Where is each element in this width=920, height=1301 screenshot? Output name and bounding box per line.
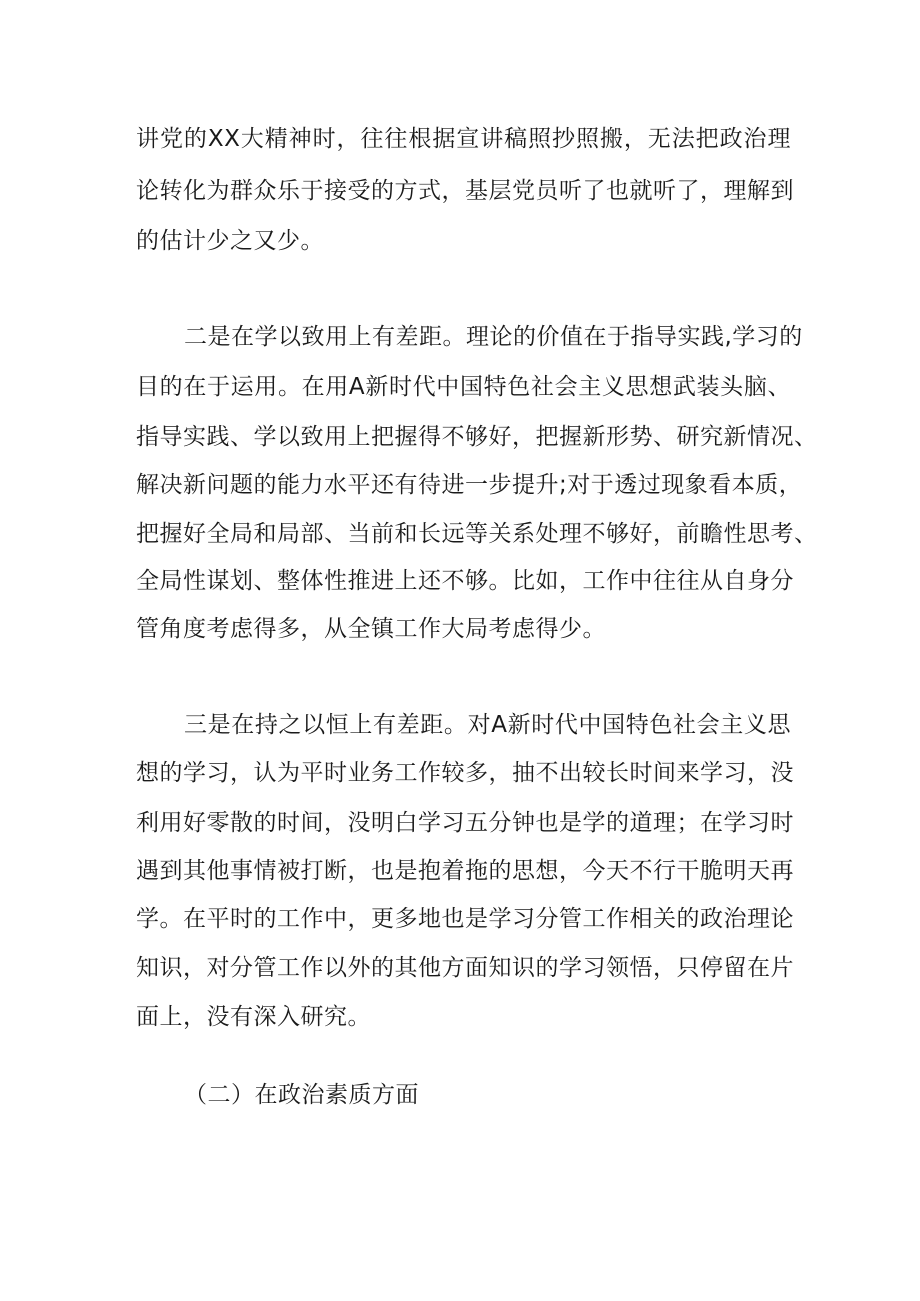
paragraph-2-line-3: 指导实践、学以致用上把握得不够好，把握新形势、研究新情况、 [136,424,818,450]
paragraph-3-line-4: 遇到其他事情被打断，也是抱着拖的思想，今天不行干脆明天再 [136,858,794,884]
paragraph-1-line-1: 讲党的XX大精神时，往往根据宣讲稿照抄照搬，无法把政治理 [136,126,791,152]
paragraph-2-line-4: 解决新问题的能力水平还有待进一步提升;对于透过现象看本质， [136,472,803,498]
paragraph-2-line-2: 目的在于运用。在用A新时代中国特色社会主义思想武装头脑、 [136,374,791,400]
paragraph-3-line-3: 利用好零散的时间，没明白学习五分钟也是学的道理；在学习时 [136,810,794,836]
paragraph-2-line-5: 把握好全局和局部、当前和长远等关系处理不够好，前瞻性思考、 [136,521,818,547]
paragraph-2-line-1: 二是在学以致用上有差距。理论的价值在于指导实践,学习的 [184,324,803,350]
paragraph-1-line-2: 论转化为群众乐于接受的方式，基层党员听了也就听了，理解到 [136,178,794,204]
paragraph-2-line-6: 全局性谋划、整体性推进上还不够。比如，工作中往往从自身分 [136,568,794,594]
paragraph-2-line-7: 管角度考虑得多，从全镇工作大局考虑得少。 [136,616,606,642]
paragraph-3-line-7: 面上，没有深入研究。 [136,1004,371,1030]
paragraph-1-line-3: 的估计少之又少。 [136,228,324,254]
paragraph-3-line-5: 学。在平时的工作中，更多地也是学习分管工作相关的政治理论 [136,906,794,932]
section-heading: （二）在政治素质方面 [184,1082,419,1108]
paragraph-3-line-6: 知识，对分管工作以外的其他方面知识的学习领悟，只停留在片 [136,955,794,981]
paragraph-3-line-1: 三是在持之以恒上有差距。对A新时代中国特色社会主义思 [184,712,791,738]
paragraph-3-line-2: 想的学习，认为平时业务工作较多，抽不出较长时间来学习，没 [136,760,794,786]
